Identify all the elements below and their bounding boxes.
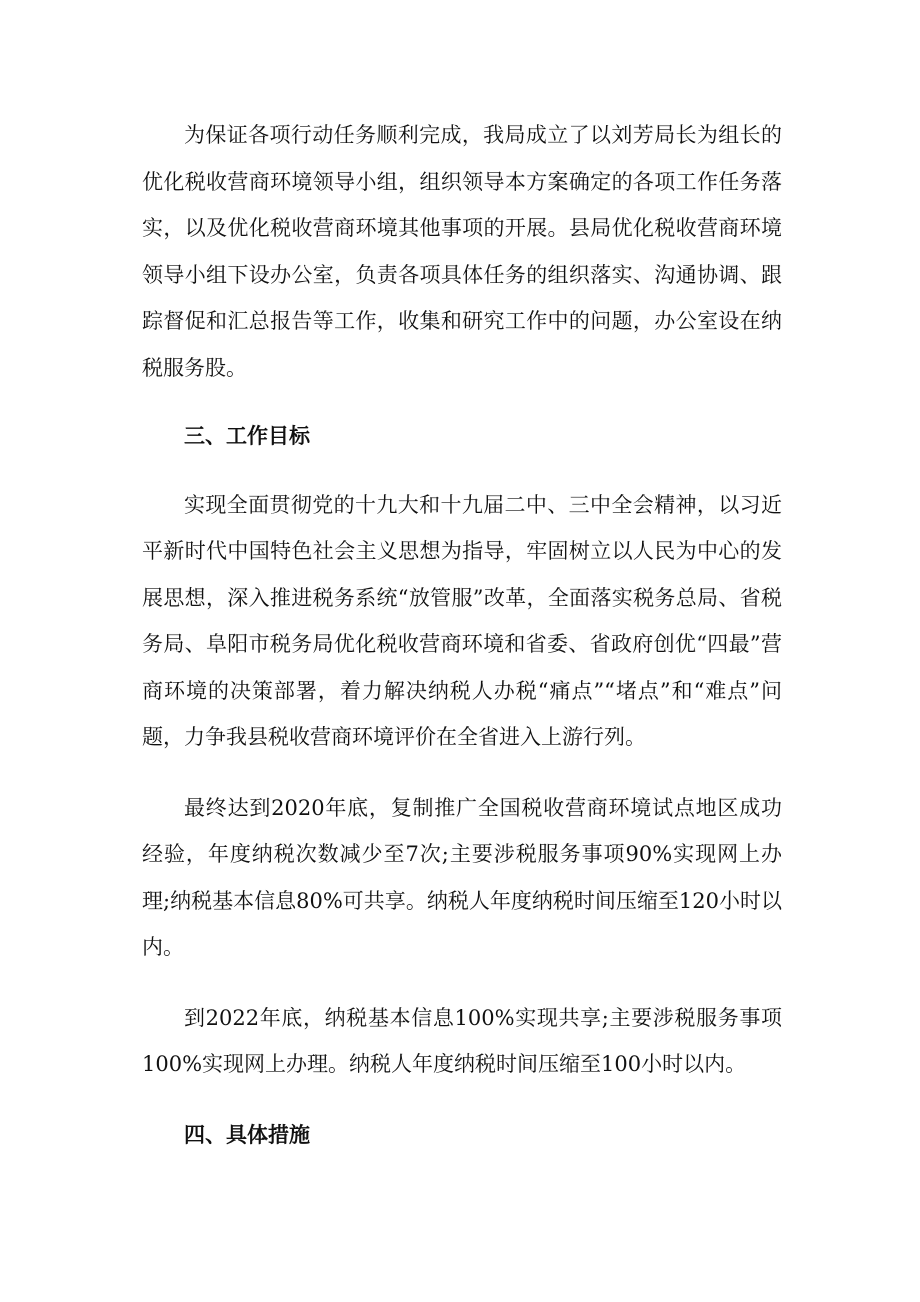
spacer (142, 391, 782, 413)
heading-specific-measures: 四、具体措施 (184, 1122, 310, 1147)
document-page (142, 112, 782, 1158)
spacer (142, 761, 782, 785)
paragraph-goals-overview: 实现全面贯彻党的十九大和十九届二中、三中全会精神，以习近平新时代中国特色社会主义思想为指导，牢固树立以人民为中心的发展思想，深入推进税务系统“放管服”改革，全面落实税务总局、省税务局、阜阳市税务局优化税收营商环境和省委、省政府创优“四最”营商环境的决策部署，着力解决纳税人办税“痛点”“堵点”和“难点”问题，力争我县税收营商环境评价在全省进入上游行列。 (142, 492, 782, 749)
paragraph-2022-targets: 到2022年底，纳税基本信息100%实现共享;主要涉税服务事项100%实现网上办理。纳税人年度纳税时间压缩至100小时以内。 (142, 1005, 782, 1076)
heading-work-goals: 三、工作目标 (184, 424, 310, 448)
spacer (142, 971, 782, 995)
spacer (142, 460, 782, 482)
paragraph-2020-targets: 最终达到2020年底，复制推广全国税收营商环境试点地区成功经验，年度纳税次数减少至7次;主要涉税服务事项90%实现网上办理;纳税基本信息80%可共享。纳税人年度纳税时间压缩至120小时以内。 (142, 795, 782, 959)
spacer (142, 1088, 782, 1112)
paragraph-leadership-group: 为保证各项行动任务顺利完成，我局成立了以刘芳局长为组长的优化税收营商环境领导小组，组织领导本方案确定的各项工作任务落实，以及优化税收营商环境其他事项的开展。县局优化税收营商环境领导小组下设办公室，负责各项具体任务的组织落实、沟通协调、跟踪督促和汇总报告等工作，收集和研究工作中的问题，办公室设在纳税服务股。 (142, 123, 782, 380)
